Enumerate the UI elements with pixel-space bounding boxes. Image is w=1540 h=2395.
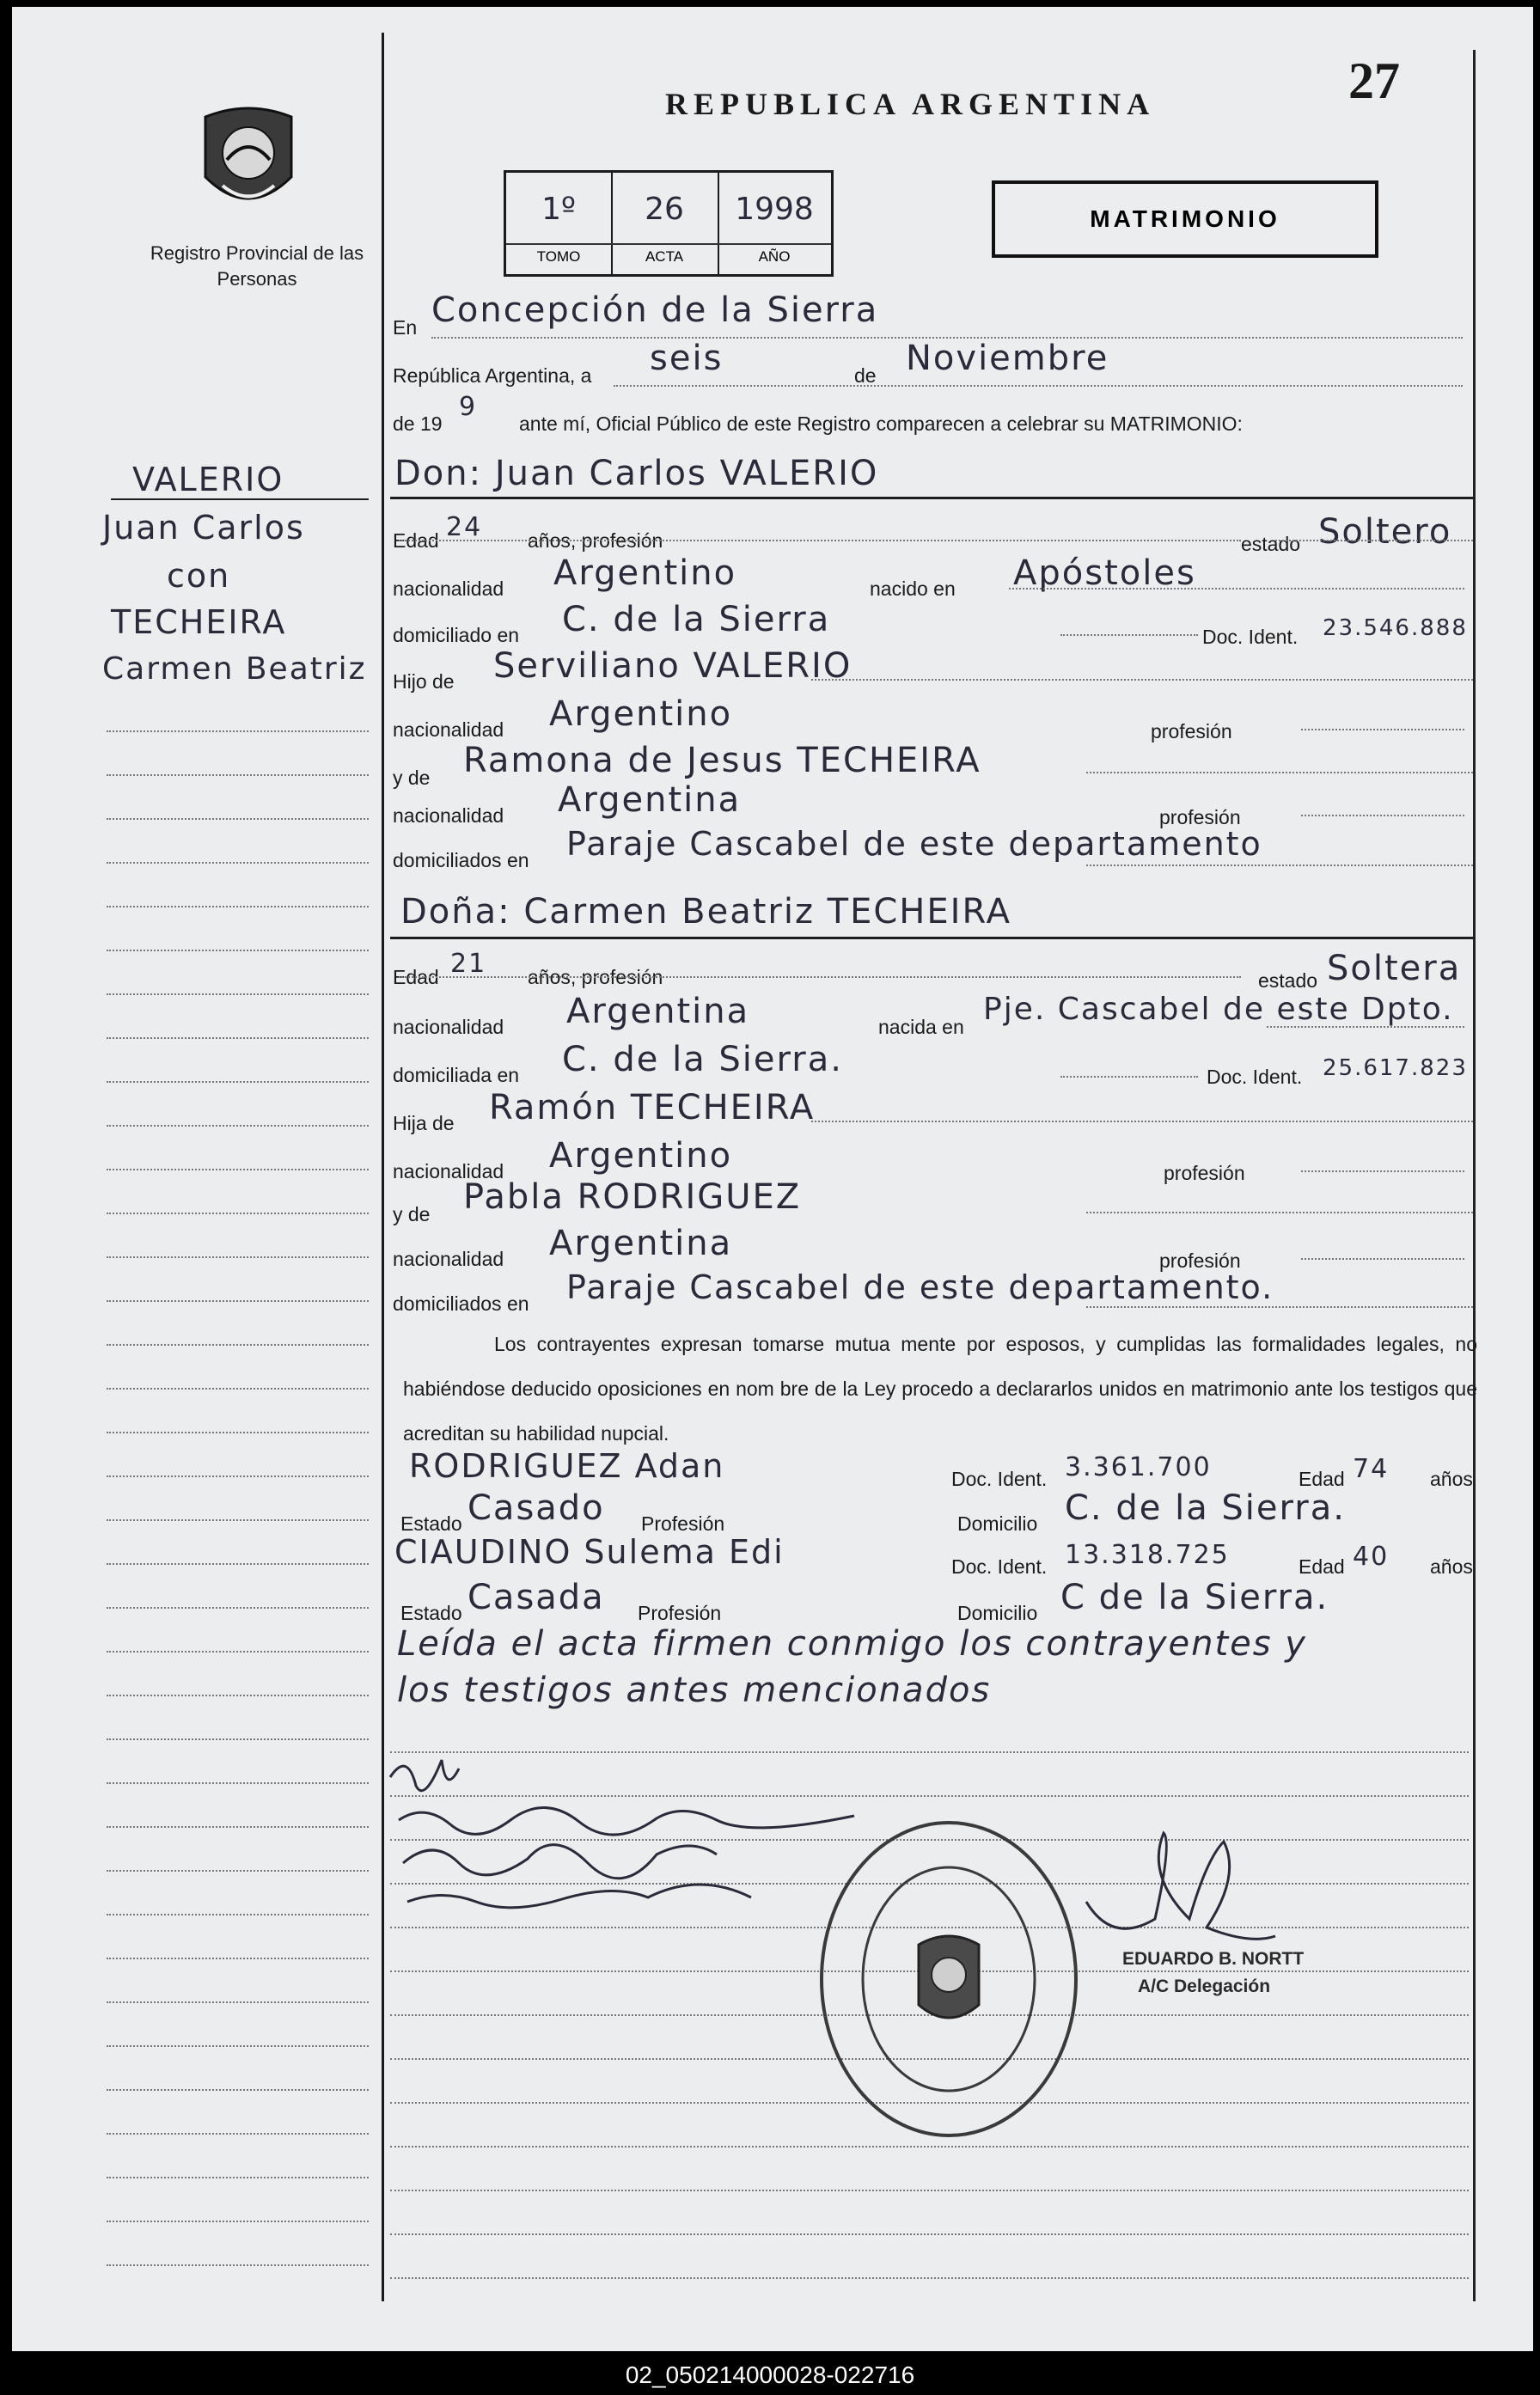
label-nacionalidad-2: nacionalidad bbox=[393, 718, 504, 741]
margin-given-bride: Carmen Beatriz bbox=[102, 651, 367, 687]
label-domiciliada-en: domiciliada en bbox=[393, 1064, 520, 1086]
margin-ruled-line bbox=[107, 1125, 369, 1127]
label-hija-de: Hija de bbox=[393, 1112, 455, 1134]
label-domiciliados-en: domiciliados en bbox=[393, 849, 529, 871]
misiones-emblem-icon bbox=[197, 100, 300, 220]
label-doc-ident: Doc. Ident. bbox=[1202, 626, 1299, 648]
label-de: de bbox=[854, 364, 877, 387]
label-nacida-en: nacida en bbox=[878, 1016, 964, 1038]
margin-ruled-line bbox=[107, 993, 369, 995]
witness1-status: Casado bbox=[468, 1488, 605, 1528]
label-hijo-de: Hijo de bbox=[393, 670, 455, 693]
groom-parents-domicile: Paraje Cascabel de este departamento bbox=[566, 825, 1262, 863]
label-anos-profesion-b: años, profesión bbox=[528, 966, 663, 988]
act-type: MATRIMONIO bbox=[1090, 205, 1280, 232]
label-w2-edad: Edad bbox=[1299, 1555, 1345, 1578]
bride-status: Soltera bbox=[1327, 949, 1462, 988]
label-y-de: y de bbox=[393, 767, 431, 789]
field-line bbox=[399, 540, 1241, 541]
label-republica: República Argentina, a bbox=[393, 364, 592, 387]
label-profesion: profesión bbox=[1151, 720, 1232, 742]
margin-surname-bride: TECHEIRA bbox=[111, 603, 287, 641]
margin-ruled-line bbox=[107, 1300, 369, 1302]
left-margin-rule bbox=[382, 33, 384, 2301]
place: Concepción de la Sierra bbox=[431, 290, 879, 330]
margin-ruled-line bbox=[107, 2045, 369, 2047]
groom-mother-nationality: Argentina bbox=[558, 780, 742, 820]
margin-ruled-line bbox=[107, 774, 369, 776]
margin-ruled-line bbox=[107, 2089, 369, 2091]
margin-surname-groom: VALERIO bbox=[132, 461, 284, 498]
bride-mother-nationality: Argentina bbox=[549, 1224, 733, 1263]
margin-ruled-line bbox=[107, 1738, 369, 1740]
margin-ruled-line bbox=[107, 1914, 369, 1915]
bride-age: 21 bbox=[450, 949, 487, 979]
ano-value: 1998 bbox=[735, 192, 814, 227]
year-suffix: 9 bbox=[459, 392, 478, 422]
groom-doc: 23.546.888 bbox=[1323, 615, 1468, 641]
groom-nationality: Argentino bbox=[553, 553, 737, 593]
field-line bbox=[1301, 729, 1464, 730]
bride-nationality: Argentina bbox=[566, 992, 750, 1031]
label-w1-anos: años bbox=[1430, 1468, 1473, 1490]
official-stamp-name: EDUARDO B. NORTT bbox=[1122, 1949, 1305, 1969]
label-nacionalidad-b: nacionalidad bbox=[393, 1016, 504, 1038]
margin-ruled-line bbox=[107, 1256, 369, 1258]
ano-label: AÑO bbox=[718, 243, 831, 266]
margin-ruled-line bbox=[107, 2133, 369, 2135]
margin-ruled-line bbox=[107, 1432, 369, 1433]
field-line bbox=[1086, 772, 1473, 773]
margin-given-groom: Juan Carlos bbox=[102, 509, 305, 547]
label-ante: ante mí, Oficial Público de este Registro comparecen a celebrar su MATRIMONIO: bbox=[519, 412, 1243, 435]
body-ruled-line bbox=[390, 2146, 1469, 2148]
label-nacionalidad-b2: nacionalidad bbox=[393, 1160, 504, 1182]
witness2-status: Casada bbox=[468, 1578, 605, 1617]
witness2-domicile: C de la Sierra. bbox=[1060, 1578, 1329, 1617]
label-y-de-b: y de bbox=[393, 1203, 431, 1225]
margin-ruled-line bbox=[107, 1563, 369, 1565]
right-margin-rule bbox=[1473, 50, 1476, 2301]
label-estado: estado bbox=[1241, 533, 1301, 555]
label-w2-profesion: Profesión bbox=[638, 1602, 722, 1624]
acta-label: ACTA bbox=[611, 243, 718, 266]
label-w1-estado: Estado bbox=[400, 1512, 462, 1535]
signature-witness2 bbox=[407, 1885, 751, 1908]
label-w2-anos: años bbox=[1430, 1555, 1473, 1578]
groom-name: Don: Juan Carlos VALERIO bbox=[394, 454, 879, 493]
label-w1-domicilio: Domicilio bbox=[957, 1512, 1038, 1535]
label-w1-doc: Doc. Ident. bbox=[951, 1468, 1048, 1490]
signature-witness1 bbox=[403, 1845, 717, 1879]
margin-ruled-line bbox=[107, 818, 369, 820]
acta-value: 26 bbox=[645, 192, 684, 227]
margin-ruled-line bbox=[107, 1519, 369, 1521]
bride-mother: Pabla RODRIGUEZ bbox=[463, 1177, 802, 1217]
field-line bbox=[1267, 1026, 1464, 1028]
label-domiciliado-en: domiciliado en bbox=[393, 624, 520, 646]
groom-mother: Ramona de Jesus TECHEIRA bbox=[463, 741, 981, 780]
label-edad: Edad bbox=[393, 529, 439, 552]
margin-ruled-line bbox=[107, 1870, 369, 1872]
document-page bbox=[12, 7, 1533, 2351]
field-line bbox=[1086, 1212, 1473, 1213]
field-line bbox=[399, 976, 1241, 978]
act-type-box bbox=[992, 180, 1378, 258]
acta-box bbox=[504, 170, 834, 277]
margin-ruled-line bbox=[107, 1081, 369, 1083]
groom-domicile: C. de la Sierra bbox=[562, 600, 831, 639]
field-line bbox=[1275, 540, 1473, 541]
registry-name: Registro Provincial de las Personas bbox=[150, 242, 364, 290]
groom-age: 24 bbox=[446, 512, 483, 542]
field-line bbox=[811, 1121, 1473, 1122]
margin-ruled-line bbox=[107, 2264, 369, 2266]
label-w1-edad: Edad bbox=[1299, 1468, 1345, 1490]
margin-ruled-line bbox=[107, 1213, 369, 1214]
field-line bbox=[1086, 1306, 1473, 1308]
margin-con: con bbox=[167, 557, 231, 595]
margin-ruled-line bbox=[107, 950, 369, 951]
label-en: En bbox=[393, 316, 418, 339]
groom-birthplace: Apóstoles bbox=[1013, 553, 1196, 593]
field-line bbox=[811, 679, 1473, 681]
label-w2-estado: Estado bbox=[400, 1602, 462, 1624]
label-domiciliados-en-b: domiciliados en bbox=[393, 1292, 529, 1315]
tomo-label: TOMO bbox=[506, 243, 611, 266]
label-de19: de 19 bbox=[393, 412, 443, 435]
bride-name: Doña: Carmen Beatriz TECHEIRA bbox=[400, 892, 1011, 932]
witness2-age: 40 bbox=[1353, 1542, 1390, 1572]
country-title: REPUBLICA ARGENTINA bbox=[665, 87, 1156, 121]
margin-ruled-line bbox=[107, 2177, 369, 2178]
margin-ruled-line bbox=[107, 1169, 369, 1170]
label-profesion-b2: profesión bbox=[1159, 1249, 1241, 1272]
document-id: 02_050214000028-022716 bbox=[0, 2355, 1540, 2395]
bride-birthplace: Pje. Cascabel de este Dpto. bbox=[983, 992, 1454, 1027]
margin-ruled-line bbox=[107, 730, 369, 732]
witness1-domicile: C. de la Sierra. bbox=[1065, 1488, 1346, 1528]
margin-ruled-line bbox=[107, 2221, 369, 2222]
margin-ruled-line bbox=[107, 1475, 369, 1477]
witness1-age: 74 bbox=[1353, 1454, 1390, 1484]
margin-ruled-line bbox=[107, 1607, 369, 1609]
bride-parents-domicile: Paraje Cascabel de este departamento. bbox=[566, 1268, 1274, 1306]
label-nacido-en: nacido en bbox=[870, 577, 956, 600]
field-line bbox=[1301, 1170, 1464, 1172]
label-edad-b: Edad bbox=[393, 966, 439, 988]
label-doc-ident-b: Doc. Ident. bbox=[1207, 1066, 1303, 1088]
label-nacionalidad: nacionalidad bbox=[393, 577, 504, 600]
closing-line-2: los testigos antes mencionados bbox=[397, 1671, 992, 1710]
bride-father-nationality: Argentino bbox=[549, 1136, 733, 1176]
margin-ruled-line bbox=[107, 1037, 369, 1039]
groom-father: Serviliano VALERIO bbox=[493, 646, 852, 686]
field-line bbox=[1060, 634, 1198, 636]
margin-ruled-line bbox=[107, 1782, 369, 1784]
bride-father: Ramón TECHEIRA bbox=[489, 1088, 816, 1127]
margin-ruled-line bbox=[107, 862, 369, 864]
witness1-doc: 3.361.700 bbox=[1065, 1452, 1212, 1482]
bride-doc: 25.617.823 bbox=[1323, 1055, 1468, 1081]
bride-domicile: C. de la Sierra. bbox=[562, 1040, 843, 1079]
signature-groom bbox=[390, 1760, 459, 1791]
margin-ruled-line bbox=[107, 1958, 369, 1959]
witness2-doc: 13.318.725 bbox=[1065, 1540, 1230, 1570]
closing-line-1: Leída el acta firmen conmigo los contrayentes y bbox=[397, 1624, 1307, 1664]
body-ruled-line bbox=[390, 2233, 1469, 2235]
label-w2-domicilio: Domicilio bbox=[957, 1602, 1038, 1624]
margin-ruled-line bbox=[107, 1695, 369, 1696]
field-line bbox=[1301, 1258, 1464, 1260]
label-estado-b: estado bbox=[1258, 969, 1318, 992]
label-nacionalidad-3: nacionalidad bbox=[393, 804, 504, 827]
field-line bbox=[1301, 815, 1464, 816]
month: Noviembre bbox=[906, 339, 1109, 378]
field-line bbox=[1086, 865, 1473, 866]
margin-ruled-line bbox=[107, 1388, 369, 1390]
official-seal-icon bbox=[816, 1816, 1082, 2142]
day: seis bbox=[650, 339, 724, 378]
margin-ruled-line bbox=[107, 1651, 369, 1653]
margin-ruled-line bbox=[107, 1826, 369, 1828]
witness2-name: CIAUDINO Sulema Edi bbox=[394, 1533, 785, 1571]
signature-bride bbox=[399, 1807, 854, 1835]
label-anos-profesion: años, profesión bbox=[528, 529, 663, 552]
official-stamp-role: A/C Delegación bbox=[1138, 1976, 1271, 1996]
label-profesion-2: profesión bbox=[1159, 806, 1241, 828]
page-number: 27 bbox=[1348, 52, 1400, 109]
field-line bbox=[1060, 1076, 1198, 1078]
label-nacionalidad-b3: nacionalidad bbox=[393, 1248, 504, 1270]
groom-status: Soltero bbox=[1318, 512, 1452, 552]
witness1-name: RODRIGUEZ Adan bbox=[409, 1447, 725, 1485]
body-ruled-line bbox=[390, 2190, 1469, 2191]
groom-father-nationality: Argentino bbox=[549, 694, 733, 734]
margin-ruled-line bbox=[107, 906, 369, 907]
label-w2-doc: Doc. Ident. bbox=[951, 1555, 1048, 1578]
declaration-text: Los contrayentes expresan tomarse mutua mente por esposos, y cumplidas las formalidades legales, no habiéndose deducido oposiciones en nom bre de la Ley procedo a declararlos unidos en matrimonio ante los testigos que acreditan su habilidad nupcial. bbox=[403, 1333, 1477, 1445]
field-line bbox=[1009, 588, 1464, 590]
tomo-value: 1º bbox=[541, 192, 576, 227]
margin-ruled-line bbox=[107, 1344, 369, 1346]
margin-ruled-line bbox=[107, 2001, 369, 2003]
body-ruled-line bbox=[390, 2277, 1469, 2279]
label-profesion-b: profesión bbox=[1164, 1162, 1245, 1184]
label-w1-profesion: Profesión bbox=[641, 1512, 725, 1535]
